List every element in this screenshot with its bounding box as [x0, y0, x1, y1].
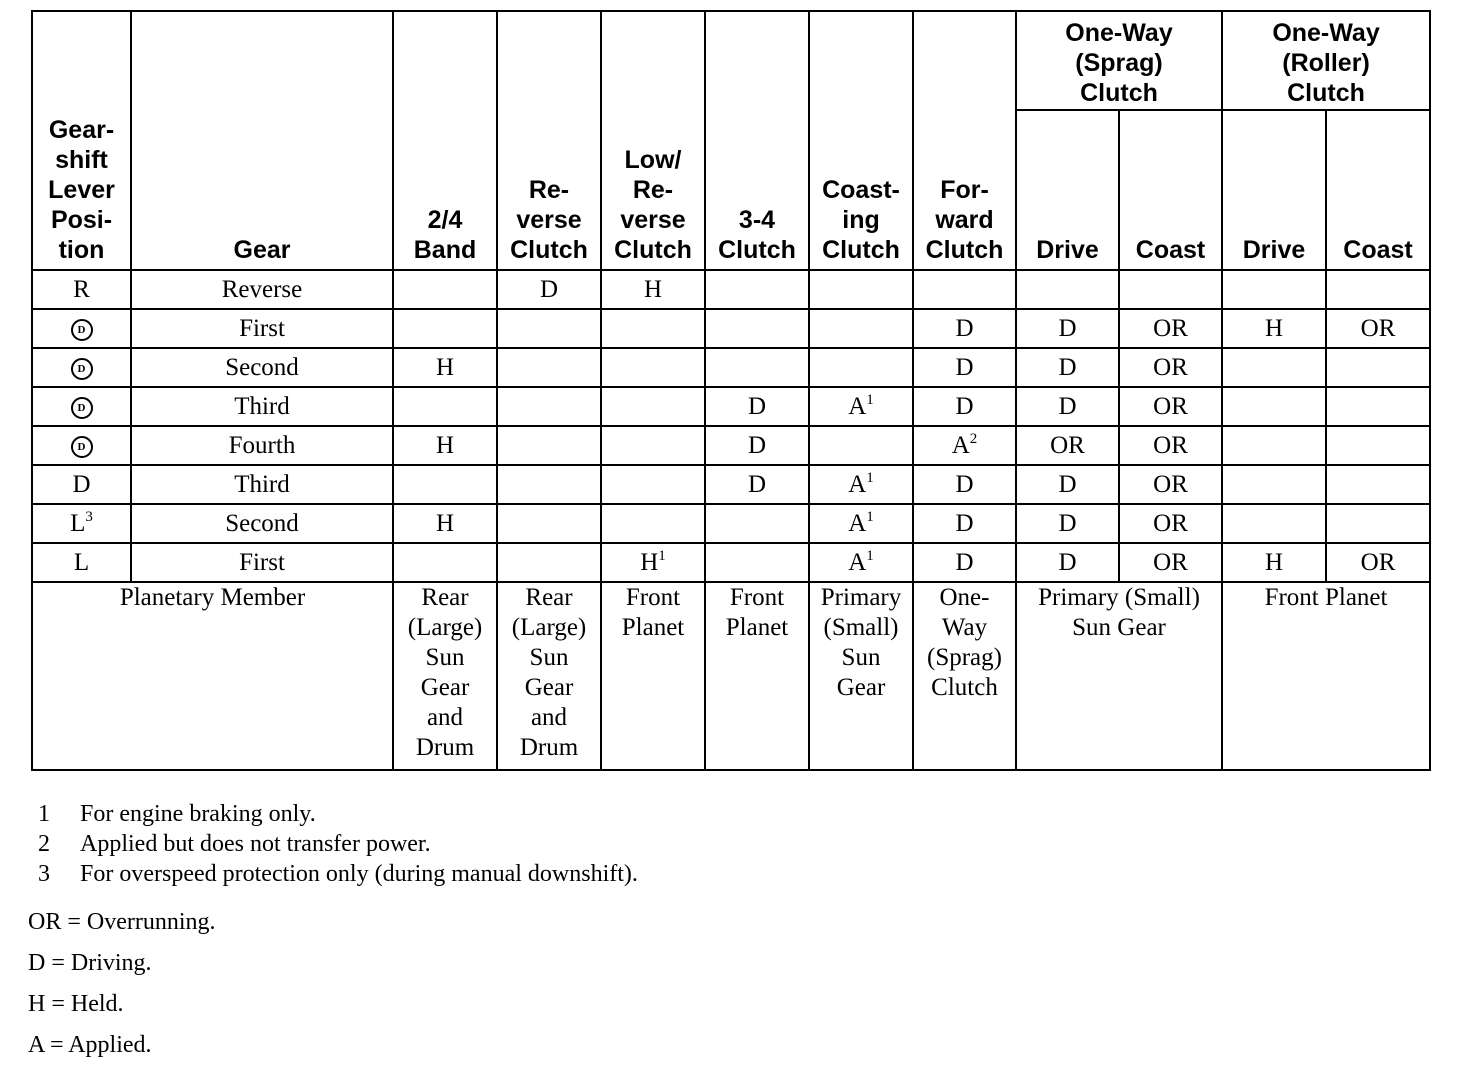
- cell-sprag-drive: [1016, 387, 1119, 426]
- cell-value: D: [1058, 353, 1077, 381]
- cell-value: OR: [1360, 314, 1396, 342]
- cell-34-clutch: [705, 465, 809, 504]
- table-row: [32, 387, 1430, 426]
- cell-low-reverse-clutch: [601, 387, 705, 426]
- cell-value: D: [747, 431, 767, 459]
- cell-value: OR: [1360, 548, 1396, 576]
- cell-34-clutch: [705, 387, 809, 426]
- table-row: [32, 504, 1430, 543]
- cell-value: OR: [1153, 353, 1188, 381]
- cell-coasting-clutch: [809, 387, 913, 426]
- member-roller-clutch: Front Planet: [1222, 582, 1430, 770]
- cell-low-reverse-clutch: [601, 543, 705, 582]
- cell-position: [32, 309, 131, 348]
- cell-value: D: [1058, 548, 1077, 576]
- cell-value: D: [955, 392, 974, 420]
- legend-item: H = Held.: [28, 991, 124, 1017]
- cell-value: H: [435, 509, 455, 537]
- cell-position: [32, 426, 131, 465]
- footnote-ref: 1: [866, 508, 874, 525]
- header-gear: Gear: [131, 11, 393, 270]
- legend: [28, 906, 216, 1070]
- cell-value: D: [955, 353, 974, 381]
- member-label: Planetary Member: [32, 582, 393, 770]
- cell-band: [393, 465, 497, 504]
- legend-item: OR = Overrunning.: [28, 909, 216, 935]
- cell-band: [393, 504, 497, 543]
- cell-sprag-drive: [1016, 270, 1119, 309]
- cell-band: [393, 543, 497, 582]
- cell-coasting-clutch: [809, 426, 913, 465]
- cell-sprag-drive: [1016, 309, 1119, 348]
- cell-value: A: [848, 548, 867, 576]
- cell-roller-coast: [1326, 309, 1430, 348]
- table-row: [32, 270, 1430, 309]
- member-coasting-clutch: Primary (Small) Sun Gear: [809, 582, 913, 770]
- cell-roller-drive: [1222, 348, 1326, 387]
- position-label: D: [72, 470, 91, 498]
- cell-low-reverse-clutch: [601, 426, 705, 465]
- footnotes: [38, 799, 638, 889]
- header-roller-coast: Coast: [1326, 110, 1430, 270]
- footnote: 3 For overspeed protection only (during manual downshift).: [38, 861, 638, 887]
- member-sprag-clutch: Primary (Small) Sun Gear: [1016, 582, 1222, 770]
- cell-coasting-clutch: [809, 270, 913, 309]
- cell-reverse-clutch: [497, 309, 601, 348]
- header-low-reverse-clutch: Low/ Re- verse Clutch: [601, 11, 705, 270]
- cell-coasting-clutch: [809, 348, 913, 387]
- cell-roller-coast: [1326, 543, 1430, 582]
- header-reverse-clutch: Re- verse Clutch: [497, 11, 601, 270]
- cell-sprag-coast: [1119, 504, 1222, 543]
- cell-value: H: [1264, 548, 1284, 576]
- cell-sprag-drive: [1016, 543, 1119, 582]
- circled-position: D: [71, 358, 93, 380]
- footnote-ref: 1: [866, 391, 874, 408]
- cell-reverse-clutch: [497, 504, 601, 543]
- cell-sprag-drive: [1016, 426, 1119, 465]
- cell-value: OR: [1153, 314, 1188, 342]
- cell-forward-clutch: [913, 426, 1016, 465]
- cell-sprag-coast: [1119, 309, 1222, 348]
- circled-position: D: [71, 397, 93, 419]
- header-coasting-clutch: Coast- ing Clutch: [809, 11, 913, 270]
- cell-position: [32, 387, 131, 426]
- cell-sprag-drive: [1016, 465, 1119, 504]
- cell-gear: First: [131, 309, 393, 348]
- cell-roller-coast: [1326, 348, 1430, 387]
- legend-item: D = Driving.: [28, 950, 152, 976]
- cell-sprag-coast: [1119, 465, 1222, 504]
- cell-gear: First: [131, 543, 393, 582]
- cell-position: [32, 348, 131, 387]
- cell-34-clutch: [705, 309, 809, 348]
- cell-forward-clutch: [913, 504, 1016, 543]
- cell-position: [32, 465, 131, 504]
- cell-roller-coast: [1326, 465, 1430, 504]
- header-roller-drive: Drive: [1222, 110, 1326, 270]
- member-low-reverse-clutch: Front Planet: [601, 582, 705, 770]
- cell-band: [393, 426, 497, 465]
- cell-forward-clutch: [913, 387, 1016, 426]
- cell-coasting-clutch: [809, 504, 913, 543]
- cell-low-reverse-clutch: [601, 504, 705, 543]
- header-roller-clutch: One-Way (Roller) Clutch: [1222, 11, 1430, 110]
- header-position: Gear- shift Lever Posi- tion: [32, 11, 131, 270]
- cell-coasting-clutch: [809, 309, 913, 348]
- cell-sprag-drive: [1016, 348, 1119, 387]
- cell-low-reverse-clutch: [601, 270, 705, 309]
- table-row: [32, 543, 1430, 582]
- position-label: R: [73, 275, 90, 303]
- cell-roller-coast: [1326, 387, 1430, 426]
- cell-sprag-coast: [1119, 387, 1222, 426]
- cell-reverse-clutch: [497, 426, 601, 465]
- cell-coasting-clutch: [809, 543, 913, 582]
- cell-value: D: [1058, 314, 1077, 342]
- legend-item: A = Applied.: [28, 1032, 152, 1058]
- cell-sprag-coast: [1119, 270, 1222, 309]
- footnote-ref: 1: [658, 547, 666, 564]
- cell-value: D: [747, 392, 767, 420]
- member-34-clutch: Front Planet: [705, 582, 809, 770]
- cell-band: [393, 309, 497, 348]
- cell-value: H: [435, 431, 455, 459]
- cell-position: [32, 270, 131, 309]
- cell-roller-drive: [1222, 426, 1326, 465]
- member-forward-clutch: One- Way (Sprag) Clutch: [913, 582, 1016, 770]
- cell-sprag-coast: [1119, 543, 1222, 582]
- cell-value: OR: [1153, 392, 1188, 420]
- cell-reverse-clutch: [497, 465, 601, 504]
- cell-roller-drive: [1222, 543, 1326, 582]
- cell-low-reverse-clutch: [601, 465, 705, 504]
- cell-value: A: [951, 431, 970, 459]
- cell-34-clutch: [705, 426, 809, 465]
- cell-gear: Third: [131, 465, 393, 504]
- header-sprag-drive: Drive: [1016, 110, 1119, 270]
- cell-value: D: [1058, 392, 1077, 420]
- cell-roller-coast: [1326, 270, 1430, 309]
- cell-position: [32, 543, 131, 582]
- cell-reverse-clutch: [497, 270, 601, 309]
- footnote-ref: 2: [969, 430, 978, 447]
- cell-gear: Fourth: [131, 426, 393, 465]
- cell-roller-coast: [1326, 426, 1430, 465]
- cell-value: H: [435, 353, 455, 381]
- cell-low-reverse-clutch: [601, 348, 705, 387]
- cell-value: OR: [1153, 431, 1188, 459]
- footnote-ref: 1: [866, 469, 874, 486]
- cell-value: D: [1058, 470, 1077, 498]
- cell-value: A: [848, 509, 867, 537]
- cell-value: D: [955, 509, 974, 537]
- cell-roller-drive: [1222, 387, 1326, 426]
- cell-value: D: [747, 470, 767, 498]
- footnote-ref: 3: [85, 508, 93, 525]
- header-34-clutch: 3-4 Clutch: [705, 11, 809, 270]
- cell-gear: Second: [131, 348, 393, 387]
- header-sprag-coast: Coast: [1119, 110, 1222, 270]
- cell-forward-clutch: [913, 348, 1016, 387]
- cell-position: [32, 504, 131, 543]
- cell-sprag-coast: [1119, 426, 1222, 465]
- cell-coasting-clutch: [809, 465, 913, 504]
- cell-value: A: [848, 470, 867, 498]
- cell-value: D: [539, 275, 559, 303]
- position-label: L: [73, 548, 90, 576]
- cell-low-reverse-clutch: [601, 309, 705, 348]
- table-row: [32, 426, 1430, 465]
- cell-value: OR: [1153, 509, 1188, 537]
- cell-gear: Second: [131, 504, 393, 543]
- cell-roller-coast: [1326, 504, 1430, 543]
- cell-sprag-drive: [1016, 504, 1119, 543]
- cell-reverse-clutch: [497, 543, 601, 582]
- clutch-application-table: [31, 10, 1431, 771]
- position-label: L: [70, 509, 86, 537]
- cell-value: D: [1058, 509, 1077, 537]
- cell-roller-drive: [1222, 504, 1326, 543]
- cell-roller-drive: [1222, 309, 1326, 348]
- cell-gear: Reverse: [131, 270, 393, 309]
- footnote: 2 Applied but does not transfer power.: [38, 831, 431, 857]
- cell-34-clutch: [705, 270, 809, 309]
- footnote-ref: 1: [866, 547, 874, 564]
- table-row: [32, 348, 1430, 387]
- cell-value: A: [848, 392, 867, 420]
- cell-roller-drive: [1222, 270, 1326, 309]
- member-reverse-clutch: Rear (Large) Sun Gear and Drum: [497, 582, 601, 770]
- cell-value: OR: [1153, 470, 1188, 498]
- cell-forward-clutch: [913, 309, 1016, 348]
- cell-reverse-clutch: [497, 348, 601, 387]
- cell-value: OR: [1050, 431, 1085, 459]
- footnote: 1 For engine braking only.: [38, 801, 316, 827]
- cell-value: D: [955, 314, 974, 342]
- header-forward-clutch: For- ward Clutch: [913, 11, 1016, 270]
- cell-forward-clutch: [913, 465, 1016, 504]
- cell-gear: Third: [131, 387, 393, 426]
- cell-sprag-coast: [1119, 348, 1222, 387]
- cell-34-clutch: [705, 348, 809, 387]
- table-row: [32, 309, 1430, 348]
- cell-forward-clutch: [913, 270, 1016, 309]
- cell-value: H: [643, 275, 663, 303]
- cell-forward-clutch: [913, 543, 1016, 582]
- circled-position: D: [71, 319, 93, 341]
- member-band: Rear (Large) Sun Gear and Drum: [393, 582, 497, 770]
- cell-value: D: [955, 470, 974, 498]
- cell-value: OR: [1153, 548, 1188, 576]
- circled-position: D: [71, 436, 93, 458]
- cell-value: H: [640, 548, 659, 576]
- cell-reverse-clutch: [497, 387, 601, 426]
- header-sprag-clutch: One-Way (Sprag) Clutch: [1016, 11, 1222, 110]
- cell-roller-drive: [1222, 465, 1326, 504]
- cell-value: H: [1264, 314, 1284, 342]
- header-band-24: 2/4 Band: [393, 11, 497, 270]
- cell-value: D: [955, 548, 974, 576]
- cell-band: [393, 348, 497, 387]
- cell-band: [393, 270, 497, 309]
- cell-34-clutch: [705, 504, 809, 543]
- cell-band: [393, 387, 497, 426]
- cell-34-clutch: [705, 543, 809, 582]
- table-row: [32, 465, 1430, 504]
